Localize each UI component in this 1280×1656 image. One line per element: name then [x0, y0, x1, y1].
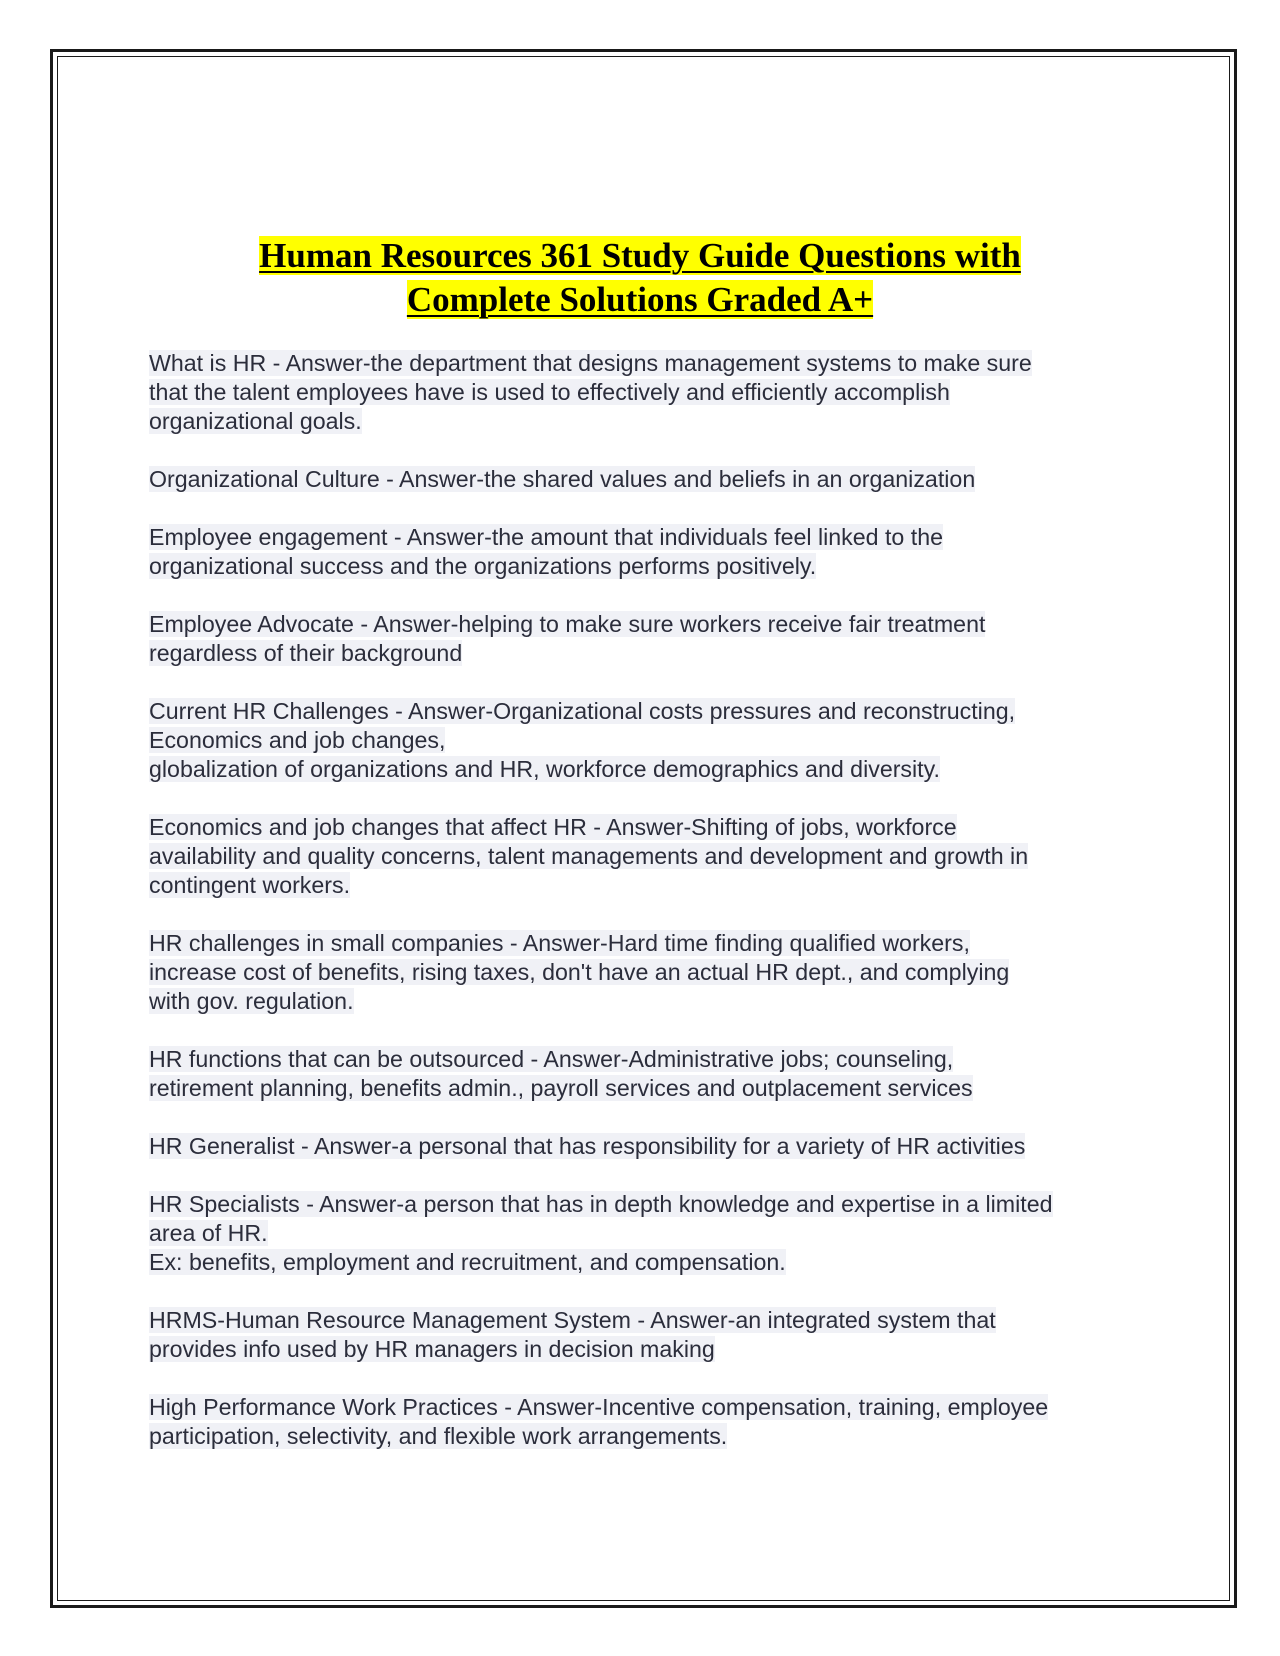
qa-entry-text: organizational goals. — [149, 408, 362, 434]
qa-entry-text: globalization of organizations and HR, workforce demographics and diversity. — [149, 756, 940, 782]
qa-entry-text: availability and quality concerns, talent managements and development and growth in — [149, 843, 1029, 869]
qa-entry-text: regardless of their background — [149, 640, 463, 666]
qa-entry-text: What is HR - Answer-the department that designs management systems to make sure — [149, 350, 1032, 376]
qa-entry-text: Ex: benefits, employment and recruitment, and compensation. — [149, 1249, 786, 1275]
qa-entry-line — [149, 1219, 1149, 1248]
qa-entry-line — [149, 610, 1149, 639]
qa-entry-line — [149, 552, 1149, 581]
qa-entry — [149, 1306, 1149, 1364]
qa-entry — [149, 1393, 1149, 1451]
qa-entry-line — [149, 755, 1149, 784]
qa-entry-line — [149, 465, 1149, 494]
qa-entry — [149, 929, 1149, 1016]
qa-entry-text: participation, selectivity, and flexible work arrangements. — [149, 1423, 728, 1449]
qa-entry-line — [149, 726, 1149, 755]
qa-entry-text: with gov. regulation. — [149, 988, 354, 1014]
qa-entry — [149, 1045, 1149, 1103]
qa-entry-text: contingent workers. — [149, 872, 351, 898]
qa-entry-line — [149, 958, 1149, 987]
qa-entry — [149, 813, 1149, 900]
qa-entry-text: provides info used by HR managers in decision making — [149, 1336, 715, 1362]
document-title — [100, 234, 1180, 322]
qa-list — [149, 349, 1149, 1480]
qa-entry-line — [149, 987, 1149, 1016]
qa-entry-line — [149, 1045, 1149, 1074]
qa-entry-line — [149, 842, 1149, 871]
qa-entry-text: Employee Advocate - Answer-helping to make sure workers receive fair treatment — [149, 611, 986, 637]
qa-entry-text: HR functions that can be outsourced - Answer-Administrative jobs; counseling, — [149, 1046, 954, 1072]
qa-entry-text: area of HR. — [149, 1220, 268, 1246]
qa-entry-text: HR Generalist - Answer-a personal that has responsibility for a variety of HR activities — [149, 1133, 1026, 1159]
qa-entry-line — [149, 929, 1149, 958]
qa-entry-text: Economics and job changes that affect HR - Answer-Shifting of jobs, workforce — [149, 814, 957, 840]
qa-entry-line — [149, 1306, 1149, 1335]
qa-entry-text: Economics and job changes, — [149, 727, 446, 753]
qa-entry-text: organizational success and the organizations performs positively. — [149, 553, 817, 579]
qa-entry-line — [149, 1132, 1149, 1161]
qa-entry-text: Organizational Culture - Answer-the shared values and beliefs in an organization — [149, 466, 976, 492]
qa-entry-text: Employee engagement - Answer-the amount that individuals feel linked to the — [149, 524, 944, 550]
qa-entry-text: High Performance Work Practices - Answer-Incentive compensation, training, employee — [149, 1394, 1049, 1420]
qa-entry-text: HR challenges in small companies - Answer-Hard time finding qualified workers, — [149, 930, 970, 956]
qa-entry-line — [149, 378, 1149, 407]
qa-entry-line — [149, 1074, 1149, 1103]
qa-entry-text: that the talent employees have is used to effectively and efficiently accomplish — [149, 379, 950, 405]
qa-entry — [149, 610, 1149, 668]
title-line-1: Human Resources 361 Study Guide Questions with — [259, 236, 1021, 275]
title-line-2: Complete Solutions Graded A+ — [406, 280, 874, 319]
qa-entry — [149, 523, 1149, 581]
qa-entry — [149, 697, 1149, 784]
qa-entry-text: Current HR Challenges - Answer-Organizational costs pressures and reconstructing, — [149, 698, 1016, 724]
qa-entry-text: retirement planning, benefits admin., payroll services and outplacement services — [149, 1075, 973, 1101]
qa-entry-line — [149, 697, 1149, 726]
qa-entry-line — [149, 523, 1149, 552]
qa-entry-line — [149, 1335, 1149, 1364]
qa-entry-line — [149, 1393, 1149, 1422]
qa-entry-line — [149, 1422, 1149, 1451]
qa-entry-line — [149, 349, 1149, 378]
qa-entry-line — [149, 407, 1149, 436]
qa-entry-text: HRMS-Human Resource Management System - Answer-an integrated system that — [149, 1307, 996, 1333]
qa-entry-line — [149, 813, 1149, 842]
qa-entry-line — [149, 1248, 1149, 1277]
qa-entry-line — [149, 639, 1149, 668]
qa-entry-line — [149, 1190, 1149, 1219]
qa-entry — [149, 1132, 1149, 1161]
qa-entry — [149, 465, 1149, 494]
qa-entry-text: HR Specialists - Answer-a person that has in depth knowledge and expertise in a limited — [149, 1191, 1053, 1217]
qa-entry-text: increase cost of benefits, rising taxes, don't have an actual HR dept., and complying — [149, 959, 1010, 985]
qa-entry — [149, 349, 1149, 436]
qa-entry — [149, 1190, 1149, 1277]
qa-entry-line — [149, 871, 1149, 900]
